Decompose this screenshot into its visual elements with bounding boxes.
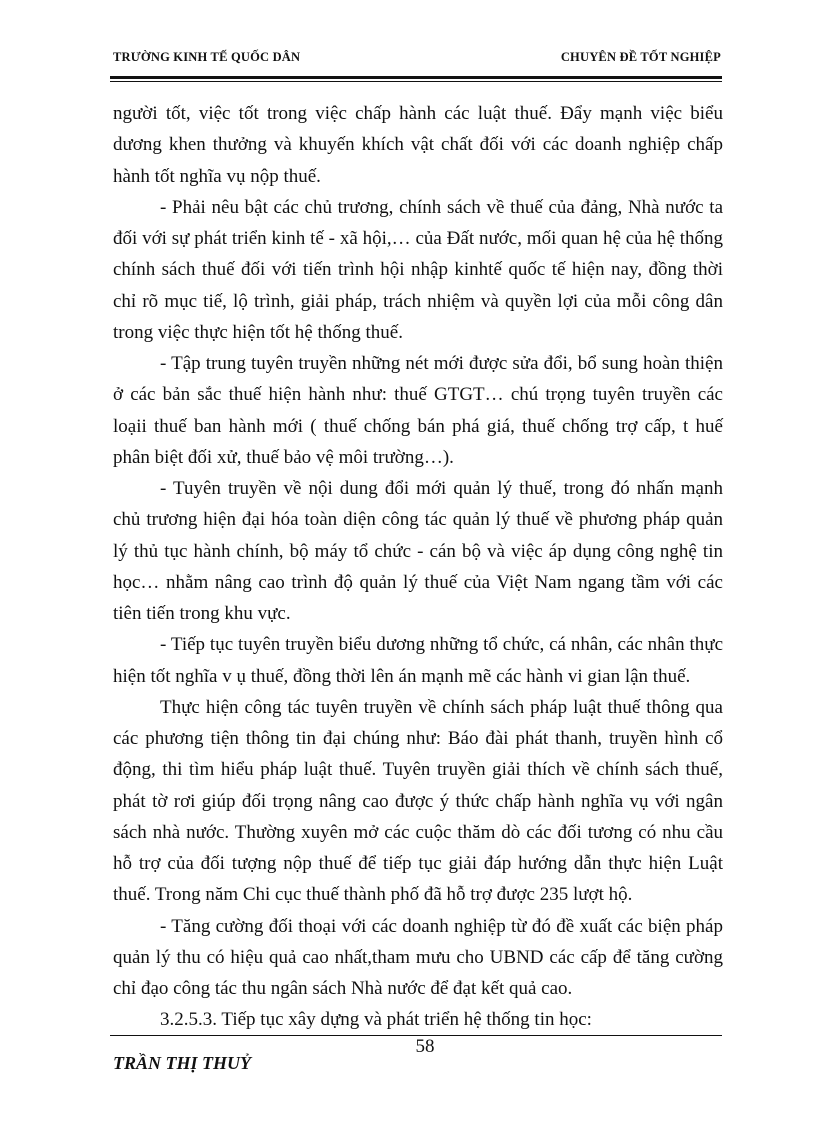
- paragraph: người tốt, việc tốt trong việc chấp hành các luật thuế. Đẩy mạnh việc biểu dương khen thưởng và khuyến khích vật chất đối với các doanh nghiệp chấp hành tốt nghĩa vụ nộp thuế.: [113, 103, 723, 187]
- paragraph: Thực hiện công tác tuyên truyền về chính sách pháp luật thuế thông qua các phương tiện thông tin đại chúng như: Báo đài phát thanh, truyền hình cổ động, thi tìm hiểu pháp luật thuế. Tuyên truyền giải thích về chính sách thuế, phát tờ rơi giúp đối trọng nâng cao được ý thức chấp hành nghĩa vụ với ngân sách nhà nước. Thường xuyên mở các cuộc thăm dò các đối tương có nhu cầu hỗ trợ của đối tượng nộp thuế để tiếp tục giải đáp hướng dẫn thực hiện Luật thuế. Trong năm Chi cục thuế thành phố đã hỗ trợ được 235 lượt hộ.: [113, 696, 723, 906]
- footer-author: TRẦN THỊ THUỶ: [113, 1053, 251, 1073]
- page-number: 58: [415, 1036, 435, 1057]
- paragraph: - Tiếp tục tuyên truyền biểu dương những tổ chức, cá nhân, các nhân thực hiện tốt nghĩa v ụ thuế, đồng thời lên án mạnh mẽ các hành vi gian lận thuế.: [113, 634, 723, 687]
- paragraph: - Tập trung tuyên truyền những nét mới được sửa đổi, bổ sung hoàn thiện ở các bản sắc thuế hiện hành như: thuế GTGT… chú trọng tuyên truyền các loạii thuế ban hành mới ( thuế chống bán phá giá, thuế chống trợ cấp, t huế phân biệt đối xử, thuế bảo vệ môi trường…).: [113, 353, 723, 468]
- page-header: [113, 50, 721, 72]
- body-text: [113, 98, 723, 1036]
- paragraph: - Phải nêu bật các chủ trương, chính sách về thuế của đảng, Nhà nước ta đối với sự phát triển kinh tế - xã hội,… của Đất nước, mối quan hệ của hệ thống chính sách thuế đối với tiến trình hội nhập kinhtế quốc tế hiện nay, đồng thời chỉ rõ mục tiế, lộ trình, giải pháp, trách nhiệm và quyền lợi của mỗi công dân trong việc thực hiện tốt hệ thống thuế.: [113, 196, 723, 343]
- header-rule-thin: [110, 81, 722, 82]
- section-heading: 3.2.5.3. Tiếp tục xây dựng và phát triển hệ thống tin học:: [160, 1009, 592, 1031]
- header-rule-thick: [110, 76, 722, 79]
- header-title: CHUYÊN ĐỀ TỐT NGHIỆP: [560, 50, 721, 64]
- paragraph: - Tăng cường đối thoại với các doanh nghiệp từ đó đề xuất các biện pháp quản lý thu có hiệu quả cao nhất,tham mưu cho UBND các cấp để tăng cường chỉ đạo công tác thu ngân sách Nhà nước để đạt kết quả cao.: [113, 915, 723, 999]
- paragraph: - Tuyên truyền về nội dung đổi mới quản lý thuế, trong đó nhấn mạnh chủ trương hiện đại hóa toàn diện công tác quản lý thuế về phương pháp quản lý thủ tục hành chính, bộ máy tổ chức - cán bộ và việc áp dụng công nghệ tin học… nhằm nâng cao trình độ quản lý thuế của Việt Nam ngang tầm với các tiên tiến trong khu vực.: [113, 478, 723, 624]
- header-school: TRƯỜNG KINH TẾ QUỐC DÂN: [113, 50, 301, 64]
